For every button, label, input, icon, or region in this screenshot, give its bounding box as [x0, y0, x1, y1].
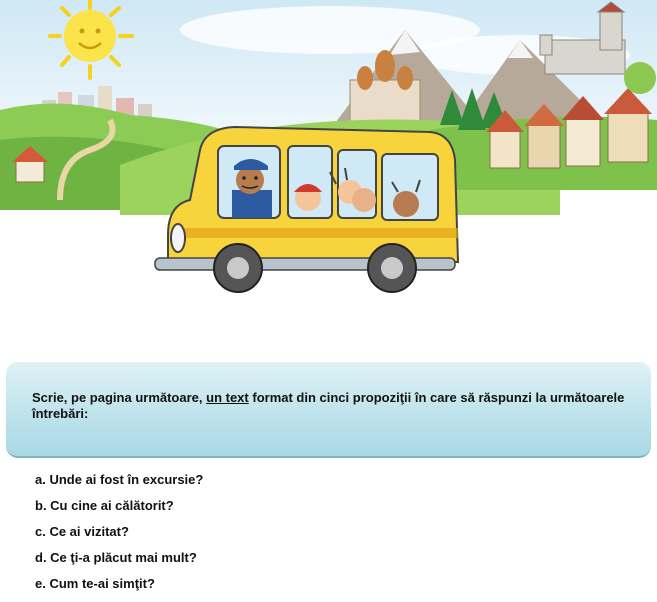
question-list [35, 472, 203, 602]
instruction-box [6, 362, 651, 458]
school-bus [155, 127, 458, 292]
instruction-text [32, 390, 631, 422]
question-item: d. Ce ţi-a plăcut mai mult? [35, 550, 197, 565]
instruction-text-end: format din cinci propoziţii în care să răspunzi la următoarele întrebări: [32, 390, 625, 421]
question-item: a. Unde ai fost în excursie? [35, 472, 204, 487]
instruction-underlined-text: un text [206, 390, 249, 405]
question-item: e. Cum te-ai simţit? [35, 576, 155, 591]
question-item: b. Cu cine ai călătorit? [35, 498, 174, 513]
instruction-text-start: Scrie, pe pagina următoare, [32, 390, 207, 405]
question-item: c. Ce ai vizitat? [35, 524, 129, 539]
bus-trip-illustration [0, 0, 657, 300]
